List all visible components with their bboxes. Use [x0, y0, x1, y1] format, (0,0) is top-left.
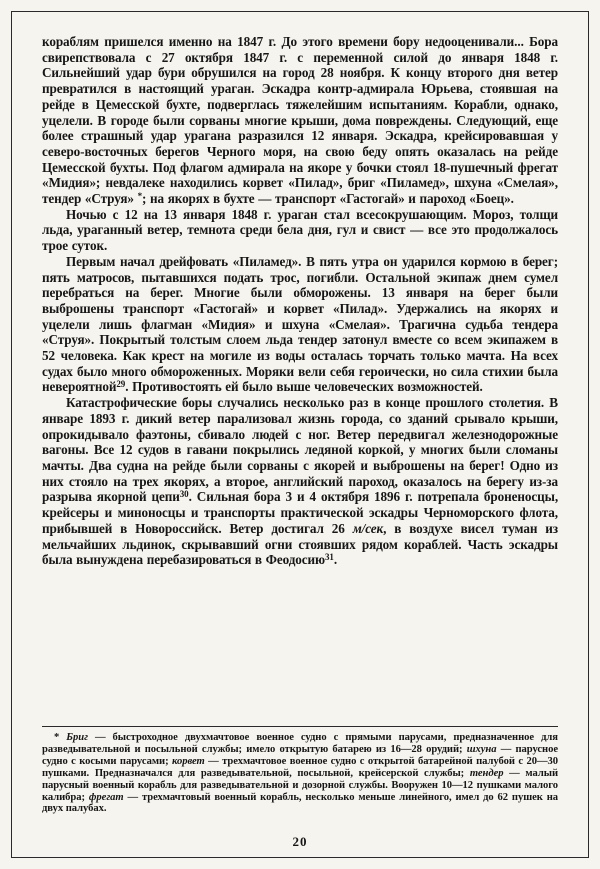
text-segment: Первым начал дрейфовать «Пиламед». В пять утра он ударился кормою в берег; пять матросов, пытавшихся подать трос, погибли. Остальной экипаж днем сумел перебраться на берег. Многие были обморожены. 13 января на берег были выброшены транспорт «Гастогай» и корвет «Пилад». Удержались на якорях и уцелели лишь флагман «Мидия» и шхуна «Смелая». Трагична судьба тендера «Струя». Покрытый толстым слоем льда тендер затонул вместе со всем экипажем в 52 человека. Как крест на могиле из воды осталась торчать только мачта. На всех судах было много обмороженных. Моряки вели себя героически, но сила стихии была невероятной: [42, 253, 558, 395]
footnote-text: [42, 732, 558, 815]
footnote-ref: 31: [325, 551, 334, 562]
text-segment: — трехмачтовый военный корабль, несколько меньше линейного, имел до 62 пушек на двух палубах.: [42, 791, 558, 815]
text-segment: Катастрофические боры случались несколько раз в конце прошлого столетия. В январе 1893 г. дикий ветер парализовал жизнь города, со зданий срывало крыши, опрокидывало фаэтоны, сбивало людей с ног. Ветер передвигал железнодорожные вагоны. Все 12 судов в гавани покрылись ледяной коркой, у многих были сломаны мачты. Два судна на рейде были сорваны с якорей и выброшены на берег! Одно из них стояло на трех якорях, а второе, английский пароход, оказалось на берегу из-за разрыва якорной цепи: [42, 395, 558, 505]
footnote: [42, 726, 558, 815]
paragraph: [42, 395, 558, 568]
text-segment: . Сильная бора 3 и 4 октября 1896 г. потрепала броненосцы, крейсеры и миноносцы и транспорты практической эскадры Черноморского флота, прибывшей в Новороссийск. Ветер достигал 26: [42, 489, 559, 536]
body-text: [42, 34, 558, 720]
italic-term: шхуна: [466, 743, 497, 755]
footnote-ref: *: [137, 190, 143, 201]
italic-term: корвет: [172, 755, 205, 767]
text-segment: ; на якорях в бухте — транспорт «Гастогай» и пароход «Боец».: [142, 191, 514, 207]
text-segment: Ночью с 12 на 13 января 1848 г. ураган стал всесокрушающим. Мороз, толщи льда, ураганный ветер, темнота среди бела дня, гул и свист — все это продолжалось трое суток.: [42, 206, 558, 254]
page-number: 20: [292, 834, 308, 849]
text-segment: , в воздухе висел туман из мельчайших льдинок, скрывавший огни стоявших рядом кораблей. Часть эскадры была вынуждена перебазироваться в Феодосию: [42, 520, 558, 568]
paragraph: [42, 207, 558, 254]
text-segment: .: [333, 552, 338, 568]
text-segment: — трехмачтовое военное судно с открытой батарейной палубой с 20—30 пушками. Предназначался для разведывательной, посыльной, крейсерской службы;: [42, 755, 558, 779]
text-segment: — малый парусный военный корабль для разведывательной и дозорной службы. Вооружен 10—12 пушками малого калибра;: [42, 767, 559, 803]
text-segment: . Противостоять ей было выше человеческих возможностей.: [125, 379, 483, 395]
italic-term: тендер: [469, 767, 504, 779]
paragraph: [42, 34, 558, 207]
text-segment: кораблям пришелся именно на 1847 г. До этого времени бору недооценивали... Бора свирепствовала с 27 октября 1847 г. с переменной силой до января 1848 г. Сильнейший удар бури обрушился на город 28 ноября. К концу второго дня ветер превратился в настоящий ураган. Эскадра контр-адмирала Юрьева, стоявшая на рейде в Цемесской бухте, подверглась тяжелейшим испытаниям. Корабли, однако, уцелели. В городе были сорваны многие крыши, дома повреждены. Следующий, еще более страшный удар урагана разразился 12 января. Эскадра, крейсировавшая у северо-восточных берегов Черного моря, на свою беду опять оказалась на рейде Цемесской бухты. Под флагом адмирала на якоре у бочки стоял 18-пушечный фрегат «Мидия»; невдалеке находились корвет «Пилад», бриг «Пиламед», шхуна «Смелая», тендер «Струя»: [42, 34, 558, 207]
paragraph: [42, 254, 558, 395]
italic-term: Бриг: [66, 732, 88, 743]
text-segment: *: [54, 732, 67, 743]
footnote-ref: 30: [179, 488, 189, 499]
text-segment: — быстроходное двухмачтовое военное судно с прямыми парусами, предназначенное для разведывательной и посыльной службы; имело открытую батарею из 16—28 орудий;: [42, 732, 558, 755]
italic-term: м/сек: [352, 520, 384, 536]
page-content: [42, 34, 558, 815]
footnote-ref: 29: [116, 378, 126, 389]
italic-term: фрегат: [88, 791, 124, 803]
text-segment: — парусное судно с косыми парусами;: [42, 743, 559, 767]
